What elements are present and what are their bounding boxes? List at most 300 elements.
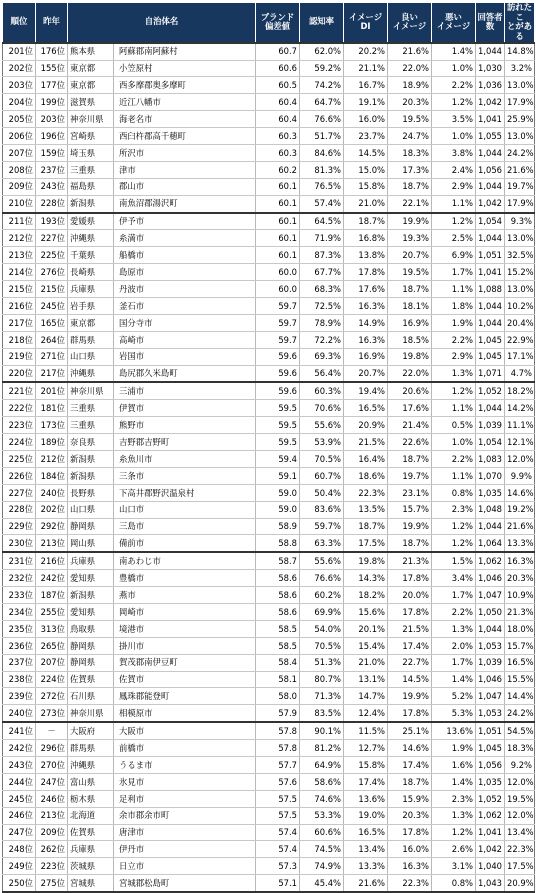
cell-rank: 229位 xyxy=(3,518,36,535)
cell-respondents: 1,044 xyxy=(476,314,505,331)
cell-image-di: 15.6% xyxy=(344,604,388,621)
cell-bad-image: 2.2% xyxy=(432,77,476,94)
table-row xyxy=(3,297,535,314)
cell-brand-score: 60.2 xyxy=(256,161,300,178)
cell-bad-image: 1.7% xyxy=(432,654,476,671)
cell-respondents: 1,035 xyxy=(476,773,505,790)
cell-municipality: 阿蘇郡南阿蘇村 xyxy=(114,43,256,60)
cell-prefecture: 沖縄県 xyxy=(68,230,114,247)
cell-good-image: 22.6% xyxy=(388,434,432,451)
cell-prev-year: 181位 xyxy=(36,400,68,417)
cell-rank: 249位 xyxy=(3,858,36,875)
cell-municipality: 岩国市 xyxy=(114,348,256,365)
cell-brand-score: 59.5 xyxy=(256,434,300,451)
cell-municipality: 国分寺市 xyxy=(114,314,256,331)
cell-bad-image: 1.0% xyxy=(432,434,476,451)
cell-municipality: 宮城郡松島町 xyxy=(114,875,256,892)
header-respondents: 回答者 数 xyxy=(476,3,505,43)
cell-municipality: 佐賀市 xyxy=(114,671,256,688)
table-row xyxy=(3,161,535,178)
cell-municipality: 相模原市 xyxy=(114,705,256,722)
cell-rank: 213位 xyxy=(3,247,36,264)
cell-awareness: 58.6% xyxy=(300,773,344,790)
cell-good-image: 15.7% xyxy=(388,501,432,518)
cell-respondents: 1,053 xyxy=(476,705,505,722)
cell-respondents: 1,050 xyxy=(476,604,505,621)
cell-prefecture: 滋賀県 xyxy=(68,94,114,111)
cell-prefecture: 熊本県 xyxy=(68,43,114,60)
cell-respondents: 1,054 xyxy=(476,434,505,451)
cell-brand-score: 57.4 xyxy=(256,824,300,841)
cell-rank: 236位 xyxy=(3,637,36,654)
cell-municipality: 近江八幡市 xyxy=(114,94,256,111)
cell-image-di: 20.7% xyxy=(344,365,388,382)
cell-brand-score: 60.1 xyxy=(256,213,300,230)
cell-image-di: 15.0% xyxy=(344,161,388,178)
cell-awareness: 53.3% xyxy=(300,807,344,824)
cell-brand-score: 59.7 xyxy=(256,297,300,314)
cell-visited: 15.7% xyxy=(505,637,535,654)
cell-visited: 18.3% xyxy=(505,740,535,757)
cell-visited: 10.2% xyxy=(505,297,535,314)
cell-rank: 238位 xyxy=(3,671,36,688)
cell-good-image: 22.7% xyxy=(388,654,432,671)
table-row xyxy=(3,331,535,348)
cell-image-di: 16.9% xyxy=(344,348,388,365)
cell-bad-image: 0.8% xyxy=(432,875,476,892)
cell-image-di: 12.7% xyxy=(344,740,388,757)
cell-good-image: 22.0% xyxy=(388,60,432,77)
cell-bad-image: 0.8% xyxy=(432,484,476,501)
cell-image-di: 17.8% xyxy=(344,264,388,281)
cell-rank: 241位 xyxy=(3,722,36,739)
cell-image-di: 22.3% xyxy=(344,484,388,501)
cell-rank: 233位 xyxy=(3,587,36,604)
cell-prefecture: 千葉県 xyxy=(68,247,114,264)
table-row xyxy=(3,382,535,399)
cell-prev-year: 201位 xyxy=(36,382,68,399)
cell-rank: 246位 xyxy=(3,807,36,824)
cell-prev-year: 264位 xyxy=(36,331,68,348)
cell-bad-image: 1.4% xyxy=(432,773,476,790)
cell-brand-score: 59.4 xyxy=(256,451,300,468)
cell-prefecture: 山口県 xyxy=(68,348,114,365)
cell-good-image: 16.9% xyxy=(388,314,432,331)
cell-brand-score: 58.0 xyxy=(256,688,300,705)
table-row xyxy=(3,230,535,247)
cell-image-di: 13.8% xyxy=(344,247,388,264)
cell-rank: 237位 xyxy=(3,654,36,671)
cell-awareness: 76.5% xyxy=(300,178,344,195)
cell-municipality: 大阪市 xyxy=(114,722,256,739)
table-row xyxy=(3,43,535,60)
cell-image-di: 17.4% xyxy=(344,773,388,790)
cell-bad-image: 2.4% xyxy=(432,161,476,178)
cell-prev-year: 215位 xyxy=(36,281,68,298)
cell-brand-score: 58.6 xyxy=(256,570,300,587)
cell-awareness: 68.3% xyxy=(300,281,344,298)
cell-brand-score: 58.7 xyxy=(256,552,300,569)
cell-municipality: 西臼杵郡高千穂町 xyxy=(114,128,256,145)
cell-image-di: 15.8% xyxy=(344,757,388,774)
cell-rank: 205位 xyxy=(3,111,36,128)
cell-prefecture: 栃木県 xyxy=(68,790,114,807)
cell-bad-image: 1.3% xyxy=(432,620,476,637)
cell-prefecture: 宮城県 xyxy=(68,875,114,892)
cell-brand-score: 57.5 xyxy=(256,807,300,824)
cell-prefecture: 東京都 xyxy=(68,77,114,94)
cell-prefecture: 静岡県 xyxy=(68,637,114,654)
cell-respondents: 1,046 xyxy=(476,570,505,587)
cell-awareness: 59.2% xyxy=(300,60,344,77)
cell-municipality: 伊予市 xyxy=(114,213,256,230)
cell-municipality: 島尻郡久米島町 xyxy=(114,365,256,382)
cell-respondents: 1,052 xyxy=(476,790,505,807)
cell-prev-year: 237位 xyxy=(36,161,68,178)
cell-prev-year: － xyxy=(36,722,68,739)
cell-visited: 19.7% xyxy=(505,178,535,195)
cell-image-di: 21.6% xyxy=(344,875,388,892)
cell-bad-image: 1.2% xyxy=(432,824,476,841)
cell-good-image: 19.8% xyxy=(388,348,432,365)
cell-visited: 21.6% xyxy=(505,518,535,535)
cell-prev-year: 159位 xyxy=(36,144,68,161)
cell-rank: 221位 xyxy=(3,382,36,399)
cell-respondents: 1,044 xyxy=(476,620,505,637)
cell-prev-year: 184位 xyxy=(36,467,68,484)
cell-prev-year: 202位 xyxy=(36,501,68,518)
cell-awareness: 83.6% xyxy=(300,501,344,518)
cell-prefecture: 新潟県 xyxy=(68,587,114,604)
cell-prev-year: 189位 xyxy=(36,434,68,451)
cell-good-image: 20.7% xyxy=(388,247,432,264)
cell-respondents: 1,041 xyxy=(476,824,505,841)
cell-rank: 250位 xyxy=(3,875,36,892)
cell-municipality: 下高井郡野沢温泉村 xyxy=(114,484,256,501)
table-row xyxy=(3,451,535,468)
cell-prev-year: 273位 xyxy=(36,705,68,722)
cell-prefecture: 神奈川県 xyxy=(68,111,114,128)
cell-municipality: 郡山市 xyxy=(114,178,256,195)
cell-awareness: 81.3% xyxy=(300,161,344,178)
cell-brand-score: 59.6 xyxy=(256,382,300,399)
table-row xyxy=(3,875,535,892)
table-row xyxy=(3,195,535,212)
cell-bad-image: 1.9% xyxy=(432,740,476,757)
table-row xyxy=(3,654,535,671)
cell-brand-score: 57.1 xyxy=(256,875,300,892)
cell-brand-score: 60.0 xyxy=(256,264,300,281)
cell-image-di: 15.4% xyxy=(344,637,388,654)
cell-rank: 228位 xyxy=(3,501,36,518)
cell-bad-image: 5.3% xyxy=(432,705,476,722)
cell-visited: 10.9% xyxy=(505,587,535,604)
cell-respondents: 1,044 xyxy=(476,43,505,60)
cell-municipality: 高崎市 xyxy=(114,331,256,348)
cell-brand-score: 59.7 xyxy=(256,314,300,331)
cell-good-image: 18.7% xyxy=(388,178,432,195)
cell-good-image: 19.9% xyxy=(388,213,432,230)
cell-image-di: 13.6% xyxy=(344,790,388,807)
cell-good-image: 16.3% xyxy=(388,858,432,875)
cell-brand-score: 60.5 xyxy=(256,77,300,94)
cell-prefecture: 山口県 xyxy=(68,501,114,518)
cell-awareness: 69.3% xyxy=(300,348,344,365)
cell-bad-image: 2.9% xyxy=(432,178,476,195)
cell-visited: 32.5% xyxy=(505,247,535,264)
cell-awareness: 54.0% xyxy=(300,620,344,637)
cell-rank: 245位 xyxy=(3,790,36,807)
cell-bad-image: 1.4% xyxy=(432,671,476,688)
cell-respondents: 1,044 xyxy=(476,400,505,417)
cell-rank: 217位 xyxy=(3,314,36,331)
cell-prefecture: 群馬県 xyxy=(68,331,114,348)
cell-image-di: 20.9% xyxy=(344,417,388,434)
cell-rank: 219位 xyxy=(3,348,36,365)
cell-visited: 3.2% xyxy=(505,60,535,77)
cell-good-image: 17.8% xyxy=(388,705,432,722)
cell-respondents: 1,041 xyxy=(476,264,505,281)
cell-visited: 4.7% xyxy=(505,365,535,382)
cell-rank: 226位 xyxy=(3,467,36,484)
cell-bad-image: 1.0% xyxy=(432,60,476,77)
cell-image-di: 21.0% xyxy=(344,195,388,212)
table-row xyxy=(3,824,535,841)
cell-good-image: 17.6% xyxy=(388,400,432,417)
cell-visited: 17.9% xyxy=(505,94,535,111)
cell-good-image: 14.5% xyxy=(388,671,432,688)
cell-image-di: 19.8% xyxy=(344,552,388,569)
cell-visited: 16.3% xyxy=(505,552,535,569)
cell-awareness: 70.5% xyxy=(300,637,344,654)
table-row xyxy=(3,484,535,501)
cell-brand-score: 60.3 xyxy=(256,128,300,145)
cell-awareness: 74.2% xyxy=(300,77,344,94)
cell-image-di: 13.4% xyxy=(344,841,388,858)
table-row xyxy=(3,757,535,774)
cell-awareness: 60.7% xyxy=(300,467,344,484)
table-row xyxy=(3,807,535,824)
cell-visited: 14.4% xyxy=(505,688,535,705)
cell-municipality: 賀茂郡南伊豆町 xyxy=(114,654,256,671)
cell-rank: 207位 xyxy=(3,144,36,161)
cell-respondents: 1,035 xyxy=(476,484,505,501)
cell-municipality: 氷見市 xyxy=(114,773,256,790)
cell-awareness: 51.7% xyxy=(300,128,344,145)
cell-rank: 210位 xyxy=(3,195,36,212)
cell-good-image: 17.8% xyxy=(388,824,432,841)
table-row xyxy=(3,518,535,535)
cell-good-image: 14.6% xyxy=(388,740,432,757)
cell-good-image: 24.7% xyxy=(388,128,432,145)
cell-prev-year: 213位 xyxy=(36,807,68,824)
table-row xyxy=(3,637,535,654)
cell-brand-score: 58.4 xyxy=(256,654,300,671)
cell-brand-score: 57.5 xyxy=(256,790,300,807)
cell-municipality: 島原市 xyxy=(114,264,256,281)
cell-respondents: 1,041 xyxy=(476,111,505,128)
cell-bad-image: 1.2% xyxy=(432,94,476,111)
cell-image-di: 16.5% xyxy=(344,824,388,841)
cell-rank: 222位 xyxy=(3,400,36,417)
table-row xyxy=(3,111,535,128)
cell-prev-year: 203位 xyxy=(36,111,68,128)
cell-municipality: 日立市 xyxy=(114,858,256,875)
cell-prev-year: 255位 xyxy=(36,604,68,621)
cell-awareness: 90.1% xyxy=(300,722,344,739)
cell-awareness: 62.0% xyxy=(300,43,344,60)
cell-rank: 206位 xyxy=(3,128,36,145)
cell-municipality: 三浦市 xyxy=(114,382,256,399)
cell-brand-score: 60.1 xyxy=(256,178,300,195)
cell-image-di: 16.4% xyxy=(344,451,388,468)
cell-prefecture: 神奈川県 xyxy=(68,382,114,399)
cell-prev-year: 246位 xyxy=(36,790,68,807)
cell-good-image: 18.7% xyxy=(388,773,432,790)
table-row xyxy=(3,858,535,875)
header-bad-image: 悪い イメージ xyxy=(432,3,476,43)
cell-prefecture: 三重県 xyxy=(68,400,114,417)
cell-visited: 24.2% xyxy=(505,144,535,161)
cell-rank: 247位 xyxy=(3,824,36,841)
cell-municipality: 鳳珠郡能登町 xyxy=(114,688,256,705)
cell-rank: 248位 xyxy=(3,841,36,858)
cell-rank: 225位 xyxy=(3,451,36,468)
table-row xyxy=(3,128,535,145)
cell-awareness: 83.5% xyxy=(300,705,344,722)
cell-prefecture: 石川県 xyxy=(68,688,114,705)
cell-bad-image: 1.2% xyxy=(432,382,476,399)
cell-municipality: 余市郡余市町 xyxy=(114,807,256,824)
cell-bad-image: 6.9% xyxy=(432,247,476,264)
cell-municipality: 伊賀市 xyxy=(114,400,256,417)
cell-visited: 9.3% xyxy=(505,213,535,230)
cell-municipality: 備前市 xyxy=(114,535,256,552)
ranking-table xyxy=(2,2,535,893)
cell-awareness: 64.9% xyxy=(300,757,344,774)
cell-prev-year: 224位 xyxy=(36,671,68,688)
cell-prefecture: 沖縄県 xyxy=(68,365,114,382)
cell-prev-year: 213位 xyxy=(36,535,68,552)
cell-good-image: 18.7% xyxy=(388,281,432,298)
cell-bad-image: 1.1% xyxy=(432,400,476,417)
cell-image-di: 21.5% xyxy=(344,434,388,451)
cell-brand-score: 58.5 xyxy=(256,620,300,637)
cell-municipality: 南あわじ市 xyxy=(114,552,256,569)
table-row xyxy=(3,467,535,484)
cell-visited: 9.9% xyxy=(505,467,535,484)
cell-awareness: 63.3% xyxy=(300,535,344,552)
cell-respondents: 1,039 xyxy=(476,417,505,434)
cell-image-di: 21.1% xyxy=(344,60,388,77)
cell-rank: 232位 xyxy=(3,570,36,587)
cell-rank: 215位 xyxy=(3,281,36,298)
table-row xyxy=(3,281,535,298)
cell-brand-score: 59.7 xyxy=(256,331,300,348)
cell-respondents: 1,043 xyxy=(476,875,505,892)
cell-respondents: 1,054 xyxy=(476,213,505,230)
cell-prev-year: 276位 xyxy=(36,264,68,281)
cell-brand-score: 60.3 xyxy=(256,144,300,161)
cell-rank: 227位 xyxy=(3,484,36,501)
cell-bad-image: 5.2% xyxy=(432,688,476,705)
cell-good-image: 19.7% xyxy=(388,467,432,484)
cell-good-image: 21.3% xyxy=(388,552,432,569)
cell-brand-score: 60.4 xyxy=(256,111,300,128)
cell-municipality: 山口市 xyxy=(114,501,256,518)
cell-bad-image: 1.1% xyxy=(432,467,476,484)
cell-good-image: 20.0% xyxy=(388,587,432,604)
cell-good-image: 17.3% xyxy=(388,161,432,178)
cell-rank: 203位 xyxy=(3,77,36,94)
cell-awareness: 70.6% xyxy=(300,400,344,417)
cell-awareness: 67.7% xyxy=(300,264,344,281)
cell-bad-image: 1.9% xyxy=(432,314,476,331)
table-row xyxy=(3,790,535,807)
cell-good-image: 20.3% xyxy=(388,94,432,111)
cell-rank: 214位 xyxy=(3,264,36,281)
cell-brand-score: 59.5 xyxy=(256,417,300,434)
cell-prev-year: 155位 xyxy=(36,60,68,77)
cell-image-di: 14.3% xyxy=(344,570,388,587)
cell-municipality: 丹波市 xyxy=(114,281,256,298)
cell-good-image: 17.8% xyxy=(388,604,432,621)
cell-awareness: 60.2% xyxy=(300,587,344,604)
cell-respondents: 1,042 xyxy=(476,195,505,212)
cell-good-image: 22.1% xyxy=(388,195,432,212)
table-row xyxy=(3,314,535,331)
cell-municipality: 唐津市 xyxy=(114,824,256,841)
cell-visited: 21.3% xyxy=(505,604,535,621)
table-row xyxy=(3,740,535,757)
cell-image-di: 12.4% xyxy=(344,705,388,722)
cell-rank: 242位 xyxy=(3,740,36,757)
cell-brand-score: 58.5 xyxy=(256,637,300,654)
cell-rank: 234位 xyxy=(3,604,36,621)
cell-prefecture: 佐賀県 xyxy=(68,671,114,688)
cell-good-image: 18.5% xyxy=(388,331,432,348)
cell-respondents: 1,044 xyxy=(476,518,505,535)
cell-respondents: 1,088 xyxy=(476,281,505,298)
table-row xyxy=(3,535,535,552)
cell-visited: 14.8% xyxy=(505,43,535,60)
cell-respondents: 1,030 xyxy=(476,60,505,77)
cell-prev-year: 243位 xyxy=(36,178,68,195)
cell-respondents: 1,056 xyxy=(476,757,505,774)
cell-municipality: 三島市 xyxy=(114,518,256,535)
cell-image-di: 20.1% xyxy=(344,620,388,637)
cell-visited: 18.0% xyxy=(505,620,535,637)
cell-brand-score: 57.6 xyxy=(256,773,300,790)
table-row xyxy=(3,570,535,587)
cell-prev-year: 196位 xyxy=(36,128,68,145)
cell-visited: 12.0% xyxy=(505,807,535,824)
cell-visited: 17.1% xyxy=(505,348,535,365)
cell-image-di: 19.4% xyxy=(344,382,388,399)
cell-prefecture: 宮崎県 xyxy=(68,128,114,145)
cell-awareness: 72.2% xyxy=(300,331,344,348)
cell-awareness: 64.7% xyxy=(300,94,344,111)
cell-prefecture: 兵庫県 xyxy=(68,281,114,298)
cell-visited: 15.5% xyxy=(505,671,535,688)
cell-image-di: 17.5% xyxy=(344,535,388,552)
cell-municipality: 豊橋市 xyxy=(114,570,256,587)
cell-image-di: 21.0% xyxy=(344,654,388,671)
cell-brand-score: 60.6 xyxy=(256,60,300,77)
cell-bad-image: 2.9% xyxy=(432,348,476,365)
cell-municipality: 南魚沼郡湯沢町 xyxy=(114,195,256,212)
cell-bad-image: 1.2% xyxy=(432,518,476,535)
